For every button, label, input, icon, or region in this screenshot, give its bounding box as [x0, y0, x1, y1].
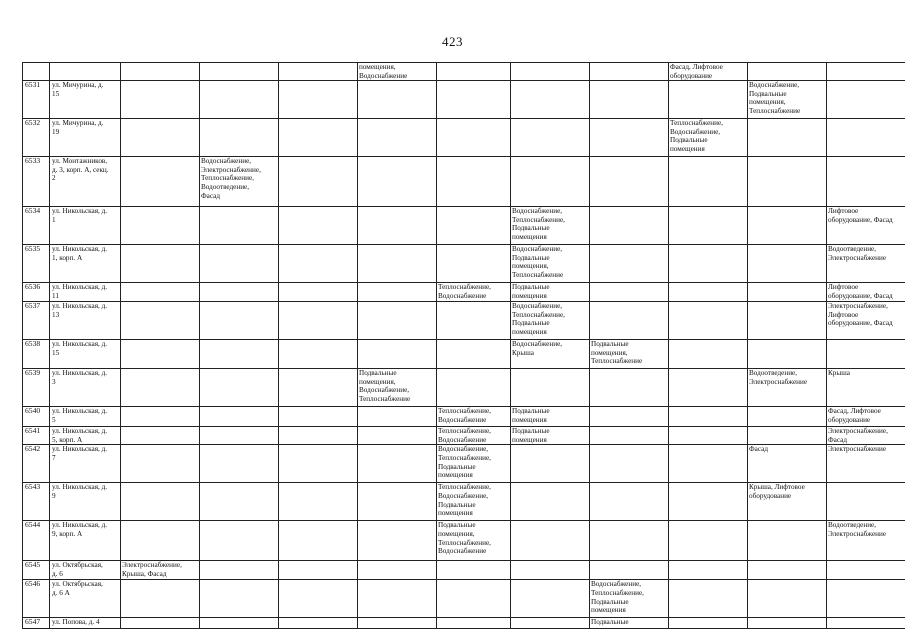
work-type-cell	[669, 369, 748, 407]
work-type-cell	[748, 283, 827, 302]
work-type-text: Крыша, Лифтовое оборудование	[749, 483, 805, 500]
work-type-cell	[200, 445, 279, 483]
work-type-cell	[279, 207, 358, 245]
work-type-cell	[121, 207, 200, 245]
row-number-cell: 6540	[23, 407, 50, 427]
work-type-cell	[669, 283, 748, 302]
work-type-text: Крыша	[828, 369, 850, 378]
work-type-cell	[669, 340, 748, 369]
table-row	[23, 445, 905, 483]
work-type-cell	[590, 427, 669, 445]
work-type-cell	[748, 521, 827, 561]
work-type-cell	[669, 302, 748, 340]
address-cell	[50, 483, 121, 521]
work-type-cell	[590, 207, 669, 245]
table-row	[23, 561, 905, 580]
work-type-cell	[748, 580, 827, 618]
work-type-text: Водоснабжение, Теплоснабжение, Подвальные помещения	[512, 302, 565, 336]
address-text: ул. Никольская, д. 13	[52, 302, 108, 319]
row-number-cell: 6541	[23, 427, 50, 445]
work-type-cell	[358, 618, 437, 629]
work-type-cell	[279, 340, 358, 369]
work-type-cell	[748, 302, 827, 340]
address-cell	[50, 207, 121, 245]
row-number-cell: 6545	[23, 561, 50, 580]
work-type-cell	[200, 407, 279, 427]
work-type-text: Фасад, Лифтовое оборудование	[670, 63, 723, 80]
work-type-cell	[121, 445, 200, 483]
work-type-text: Водоотведение, Электроснабжение	[749, 369, 808, 386]
work-type-cell	[279, 521, 358, 561]
work-type-cell	[590, 561, 669, 580]
work-type-cell	[511, 483, 590, 521]
work-type-cell	[590, 369, 669, 407]
row-number-cell: 6533	[23, 157, 50, 207]
work-type-cell	[827, 521, 905, 561]
work-type-cell	[279, 81, 358, 119]
work-type-cell	[511, 618, 590, 629]
address-text: ул. Никольская, д. 1, корп. А	[52, 245, 108, 262]
work-type-cell	[748, 407, 827, 427]
work-type-cell	[590, 580, 669, 618]
work-type-cell	[358, 407, 437, 427]
work-type-cell	[200, 561, 279, 580]
table-row	[23, 483, 905, 521]
work-type-cell	[511, 407, 590, 427]
work-type-cell	[590, 483, 669, 521]
work-type-cell	[121, 302, 200, 340]
work-type-cell	[748, 119, 827, 157]
work-type-cell	[669, 207, 748, 245]
table-row	[23, 618, 905, 629]
address-cell	[50, 369, 121, 407]
work-type-cell	[279, 561, 358, 580]
row-number-cell: 6547	[23, 618, 50, 629]
work-type-cell	[437, 63, 511, 81]
address-text: ул. Мичурина, д. 19	[52, 119, 104, 136]
work-type-cell	[437, 407, 511, 427]
work-type-cell	[827, 618, 905, 629]
table-row	[23, 81, 905, 119]
address-cell	[50, 445, 121, 483]
work-type-cell	[121, 245, 200, 283]
work-type-text: Теплоснабжение, Водоснабжение, Подвальные помещения	[438, 483, 491, 518]
work-type-cell	[669, 407, 748, 427]
row-number-cell: 6535	[23, 245, 50, 283]
table-row	[23, 207, 905, 245]
row-number-cell: 6534	[23, 207, 50, 245]
work-type-cell	[827, 407, 905, 427]
table-row	[23, 302, 905, 340]
work-type-cell	[358, 157, 437, 207]
work-type-cell	[748, 561, 827, 580]
work-type-cell	[279, 157, 358, 207]
work-type-cell	[200, 340, 279, 369]
work-type-cell	[748, 157, 827, 207]
work-type-cell	[121, 407, 200, 427]
work-type-text: Теплоснабжение, Водоснабжение	[438, 407, 491, 424]
work-type-cell	[279, 427, 358, 445]
work-type-cell	[358, 207, 437, 245]
work-type-cell	[279, 63, 358, 81]
work-type-cell	[358, 427, 437, 445]
address-text: ул. Октябрьская, д. 6	[52, 561, 103, 578]
table-row	[23, 427, 905, 445]
work-type-cell	[200, 369, 279, 407]
work-type-cell	[200, 119, 279, 157]
work-type-cell	[827, 119, 905, 157]
work-type-text: Лифтовое оборудование, Фасад	[828, 283, 893, 300]
work-type-text: Фасад, Лифтовое оборудование	[828, 407, 881, 424]
table-row	[23, 521, 905, 561]
address-text: ул. Никольская, д. 9	[52, 483, 108, 500]
row-number-cell: 6544	[23, 521, 50, 561]
work-type-text: помещения, Водоснабжение	[359, 63, 408, 80]
work-type-cell	[590, 618, 669, 629]
work-type-cell	[827, 283, 905, 302]
work-type-cell	[669, 119, 748, 157]
work-type-cell	[200, 245, 279, 283]
table-row	[23, 283, 905, 302]
work-type-cell	[121, 283, 200, 302]
work-type-cell	[121, 81, 200, 119]
address-cell	[50, 63, 121, 81]
work-type-text: Теплоснабжение, Водоснабжение, Подвальные помещения	[670, 119, 723, 153]
work-type-cell	[437, 245, 511, 283]
row-number-cell: 6543	[23, 483, 50, 521]
work-type-cell	[437, 340, 511, 369]
work-type-cell	[590, 407, 669, 427]
work-type-cell	[511, 340, 590, 369]
work-type-text: Водоснабжение, Крыша	[512, 340, 563, 357]
work-type-cell	[121, 618, 200, 629]
work-type-cell	[200, 63, 279, 81]
work-type-cell	[748, 63, 827, 81]
work-type-cell	[358, 81, 437, 119]
work-type-cell	[827, 369, 905, 407]
work-type-cell	[669, 63, 748, 81]
work-type-cell	[121, 521, 200, 561]
address-cell	[50, 283, 121, 302]
work-type-text: Электроснабжение	[828, 445, 887, 454]
work-type-cell	[358, 445, 437, 483]
address-cell	[50, 561, 121, 580]
work-type-text: Подвальные помещения	[512, 283, 550, 300]
address-text: ул. Никольская, д. 5, корп. А	[52, 427, 108, 444]
work-type-text: Водоснабжение, Подвальные помещения, Теплоснабжение	[512, 245, 564, 279]
row-number-cell: 6538	[23, 340, 50, 369]
work-type-cell	[827, 157, 905, 207]
work-type-text: Теплоснабжение, Водоснабжение	[438, 427, 491, 444]
work-type-cell	[827, 81, 905, 119]
work-type-cell	[827, 340, 905, 369]
address-cell	[50, 81, 121, 119]
work-type-cell	[358, 245, 437, 283]
table-row	[23, 580, 905, 618]
work-type-cell	[511, 580, 590, 618]
work-type-cell	[669, 483, 748, 521]
work-type-cell	[748, 445, 827, 483]
table-row	[23, 119, 905, 157]
work-type-text: Водоснабжение, Электроснабжение, Теплоснабжение, Водоотведение, Фасад	[201, 157, 261, 200]
work-type-cell	[748, 207, 827, 245]
work-type-cell	[669, 427, 748, 445]
row-number-cell: 6536	[23, 283, 50, 302]
work-type-cell	[827, 245, 905, 283]
work-type-cell	[279, 245, 358, 283]
row-number-cell: 6542	[23, 445, 50, 483]
work-type-cell	[827, 561, 905, 580]
work-type-cell	[827, 302, 905, 340]
work-type-text: Подвальные помещения, Теплоснабжение, Водоснабжение	[438, 521, 491, 556]
address-text: ул. Никольская, д. 3	[52, 369, 108, 386]
work-type-cell	[358, 483, 437, 521]
work-type-cell	[121, 561, 200, 580]
table-row	[23, 369, 905, 407]
work-type-cell	[590, 119, 669, 157]
work-type-cell	[511, 119, 590, 157]
work-type-cell	[121, 63, 200, 81]
work-type-cell	[437, 81, 511, 119]
work-type-cell	[200, 207, 279, 245]
work-type-cell	[437, 445, 511, 483]
work-type-cell	[121, 157, 200, 207]
work-type-cell	[200, 580, 279, 618]
work-type-cell	[511, 369, 590, 407]
work-type-text: Фасад	[749, 445, 768, 454]
work-type-cell	[437, 483, 511, 521]
work-type-cell	[827, 445, 905, 483]
work-type-cell	[200, 618, 279, 629]
work-type-cell	[279, 283, 358, 302]
work-type-cell	[511, 427, 590, 445]
work-type-text: Электроснабжение, Крыша, Фасад	[122, 561, 182, 578]
work-type-cell	[511, 157, 590, 207]
work-type-cell	[827, 427, 905, 445]
work-type-cell	[590, 283, 669, 302]
address-text: ул. Никольская, д. 9, корп. А	[52, 521, 108, 538]
work-type-text: Водоснабжение, Подвальные помещения, Теплоснабжение	[749, 81, 801, 115]
address-cell	[50, 427, 121, 445]
work-type-cell	[669, 618, 748, 629]
work-type-cell	[669, 521, 748, 561]
work-type-cell	[200, 483, 279, 521]
work-type-cell	[358, 580, 437, 618]
work-type-cell	[437, 207, 511, 245]
work-type-cell	[200, 302, 279, 340]
table-row	[23, 340, 905, 369]
work-type-cell	[437, 561, 511, 580]
address-text: ул. Никольская, д. 5	[52, 407, 108, 424]
work-type-cell	[121, 119, 200, 157]
work-type-cell	[669, 81, 748, 119]
work-type-text: Лифтовое оборудование, Фасад	[828, 207, 893, 224]
address-text: ул. Монтажников, д. 3, корп. А, секц. 2	[52, 157, 109, 183]
work-type-cell	[827, 207, 905, 245]
work-type-text: Водоснабжение, Теплоснабжение, Подвальные помещения	[591, 580, 644, 615]
work-type-cell	[590, 521, 669, 561]
row-number-cell: 6546	[23, 580, 50, 618]
work-type-cell	[437, 119, 511, 157]
work-type-cell	[200, 283, 279, 302]
work-type-cell	[748, 340, 827, 369]
table-row	[23, 245, 905, 283]
work-type-cell	[590, 302, 669, 340]
work-type-text: Водоотведение, Электроснабжение	[828, 521, 887, 538]
work-type-text: Подвальные помещения	[512, 427, 550, 444]
work-type-cell	[437, 283, 511, 302]
work-type-cell	[590, 157, 669, 207]
work-type-cell	[590, 445, 669, 483]
work-type-cell	[669, 245, 748, 283]
address-text: ул. Никольская, д. 1	[52, 207, 108, 224]
work-type-cell	[279, 119, 358, 157]
work-type-cell	[279, 618, 358, 629]
work-type-cell	[358, 302, 437, 340]
address-cell	[50, 580, 121, 618]
work-type-cell	[358, 340, 437, 369]
address-cell	[50, 302, 121, 340]
work-type-cell	[200, 157, 279, 207]
work-type-cell	[748, 369, 827, 407]
work-type-cell	[590, 63, 669, 81]
work-type-cell	[200, 81, 279, 119]
work-type-cell	[279, 369, 358, 407]
page-number: 423	[442, 34, 463, 49]
address-cell	[50, 245, 121, 283]
work-type-text: Подвальные помещения, Водоснабжение, Теплоснабжение	[359, 369, 411, 403]
work-type-cell	[437, 302, 511, 340]
work-type-cell	[121, 427, 200, 445]
work-type-cell	[121, 340, 200, 369]
work-type-cell	[669, 157, 748, 207]
work-type-cell	[437, 580, 511, 618]
work-type-cell	[748, 483, 827, 521]
work-type-text: Подвальные помещения	[512, 407, 550, 424]
address-cell	[50, 407, 121, 427]
address-text: ул. Мичурина, д. 15	[52, 81, 104, 98]
address-cell	[50, 340, 121, 369]
table-row	[23, 407, 905, 427]
work-type-cell	[511, 81, 590, 119]
work-type-cell	[358, 521, 437, 561]
work-type-cell	[511, 207, 590, 245]
work-type-cell	[590, 81, 669, 119]
work-type-cell	[827, 580, 905, 618]
repair-schedule-table	[22, 62, 905, 629]
address-text: ул. Никольская, д. 11	[52, 283, 108, 300]
work-type-cell	[279, 407, 358, 427]
work-type-cell	[358, 369, 437, 407]
work-type-cell	[121, 483, 200, 521]
work-type-text: Электроснабжение, Фасад	[828, 427, 888, 444]
work-type-cell	[358, 63, 437, 81]
work-type-cell	[827, 483, 905, 521]
row-number-cell: 6531	[23, 81, 50, 119]
work-type-cell	[279, 302, 358, 340]
work-type-cell	[748, 81, 827, 119]
work-type-text: Водоснабжение, Теплоснабжение, Подвальные помещения	[438, 445, 491, 480]
work-type-cell	[437, 427, 511, 445]
work-type-cell	[748, 618, 827, 629]
work-type-cell	[590, 245, 669, 283]
address-text: ул. Никольская, д. 7	[52, 445, 108, 462]
work-type-cell	[358, 283, 437, 302]
work-type-cell	[358, 119, 437, 157]
address-text: ул. Попова, д. 4	[52, 618, 100, 627]
work-type-cell	[511, 63, 590, 81]
work-type-cell	[669, 561, 748, 580]
work-type-cell	[511, 445, 590, 483]
work-type-text: Электроснабжение, Лифтовое оборудование, Фасад	[828, 302, 893, 328]
work-type-cell	[200, 427, 279, 445]
row-number-cell: 6532	[23, 119, 50, 157]
work-type-cell	[437, 157, 511, 207]
work-type-cell	[511, 302, 590, 340]
work-type-cell	[827, 63, 905, 81]
work-type-cell	[437, 521, 511, 561]
address-text: ул. Никольская, д. 15	[52, 340, 108, 357]
address-text: ул. Октябрьская, д. 6 А	[52, 580, 103, 597]
work-type-text: Подвальные	[591, 618, 629, 627]
address-cell	[50, 157, 121, 207]
work-type-cell	[437, 369, 511, 407]
row-number-cell	[23, 63, 50, 81]
table-row	[23, 63, 905, 81]
address-cell	[50, 618, 121, 629]
address-cell	[50, 521, 121, 561]
work-type-cell	[511, 521, 590, 561]
work-type-cell	[669, 580, 748, 618]
work-type-cell	[511, 283, 590, 302]
work-type-cell	[511, 561, 590, 580]
work-type-cell	[121, 369, 200, 407]
work-type-text: Подвальные помещения, Теплоснабжение	[591, 340, 643, 366]
work-type-cell	[590, 340, 669, 369]
row-number-cell: 6537	[23, 302, 50, 340]
work-type-cell	[121, 580, 200, 618]
work-type-cell	[511, 245, 590, 283]
work-type-cell	[279, 580, 358, 618]
work-type-text: Теплоснабжение, Водоснабжение	[438, 283, 491, 300]
work-type-cell	[279, 483, 358, 521]
work-type-cell	[200, 521, 279, 561]
row-number-cell: 6539	[23, 369, 50, 407]
work-type-cell	[437, 618, 511, 629]
table-row	[23, 157, 905, 207]
work-type-text: Водоснабжение, Теплоснабжение, Подвальные помещения	[512, 207, 565, 241]
work-type-text: Водоотведение, Электроснабжение	[828, 245, 887, 262]
work-type-cell	[748, 245, 827, 283]
work-type-cell	[669, 445, 748, 483]
work-type-cell	[279, 445, 358, 483]
work-type-cell	[358, 561, 437, 580]
work-type-cell	[748, 427, 827, 445]
address-cell	[50, 119, 121, 157]
